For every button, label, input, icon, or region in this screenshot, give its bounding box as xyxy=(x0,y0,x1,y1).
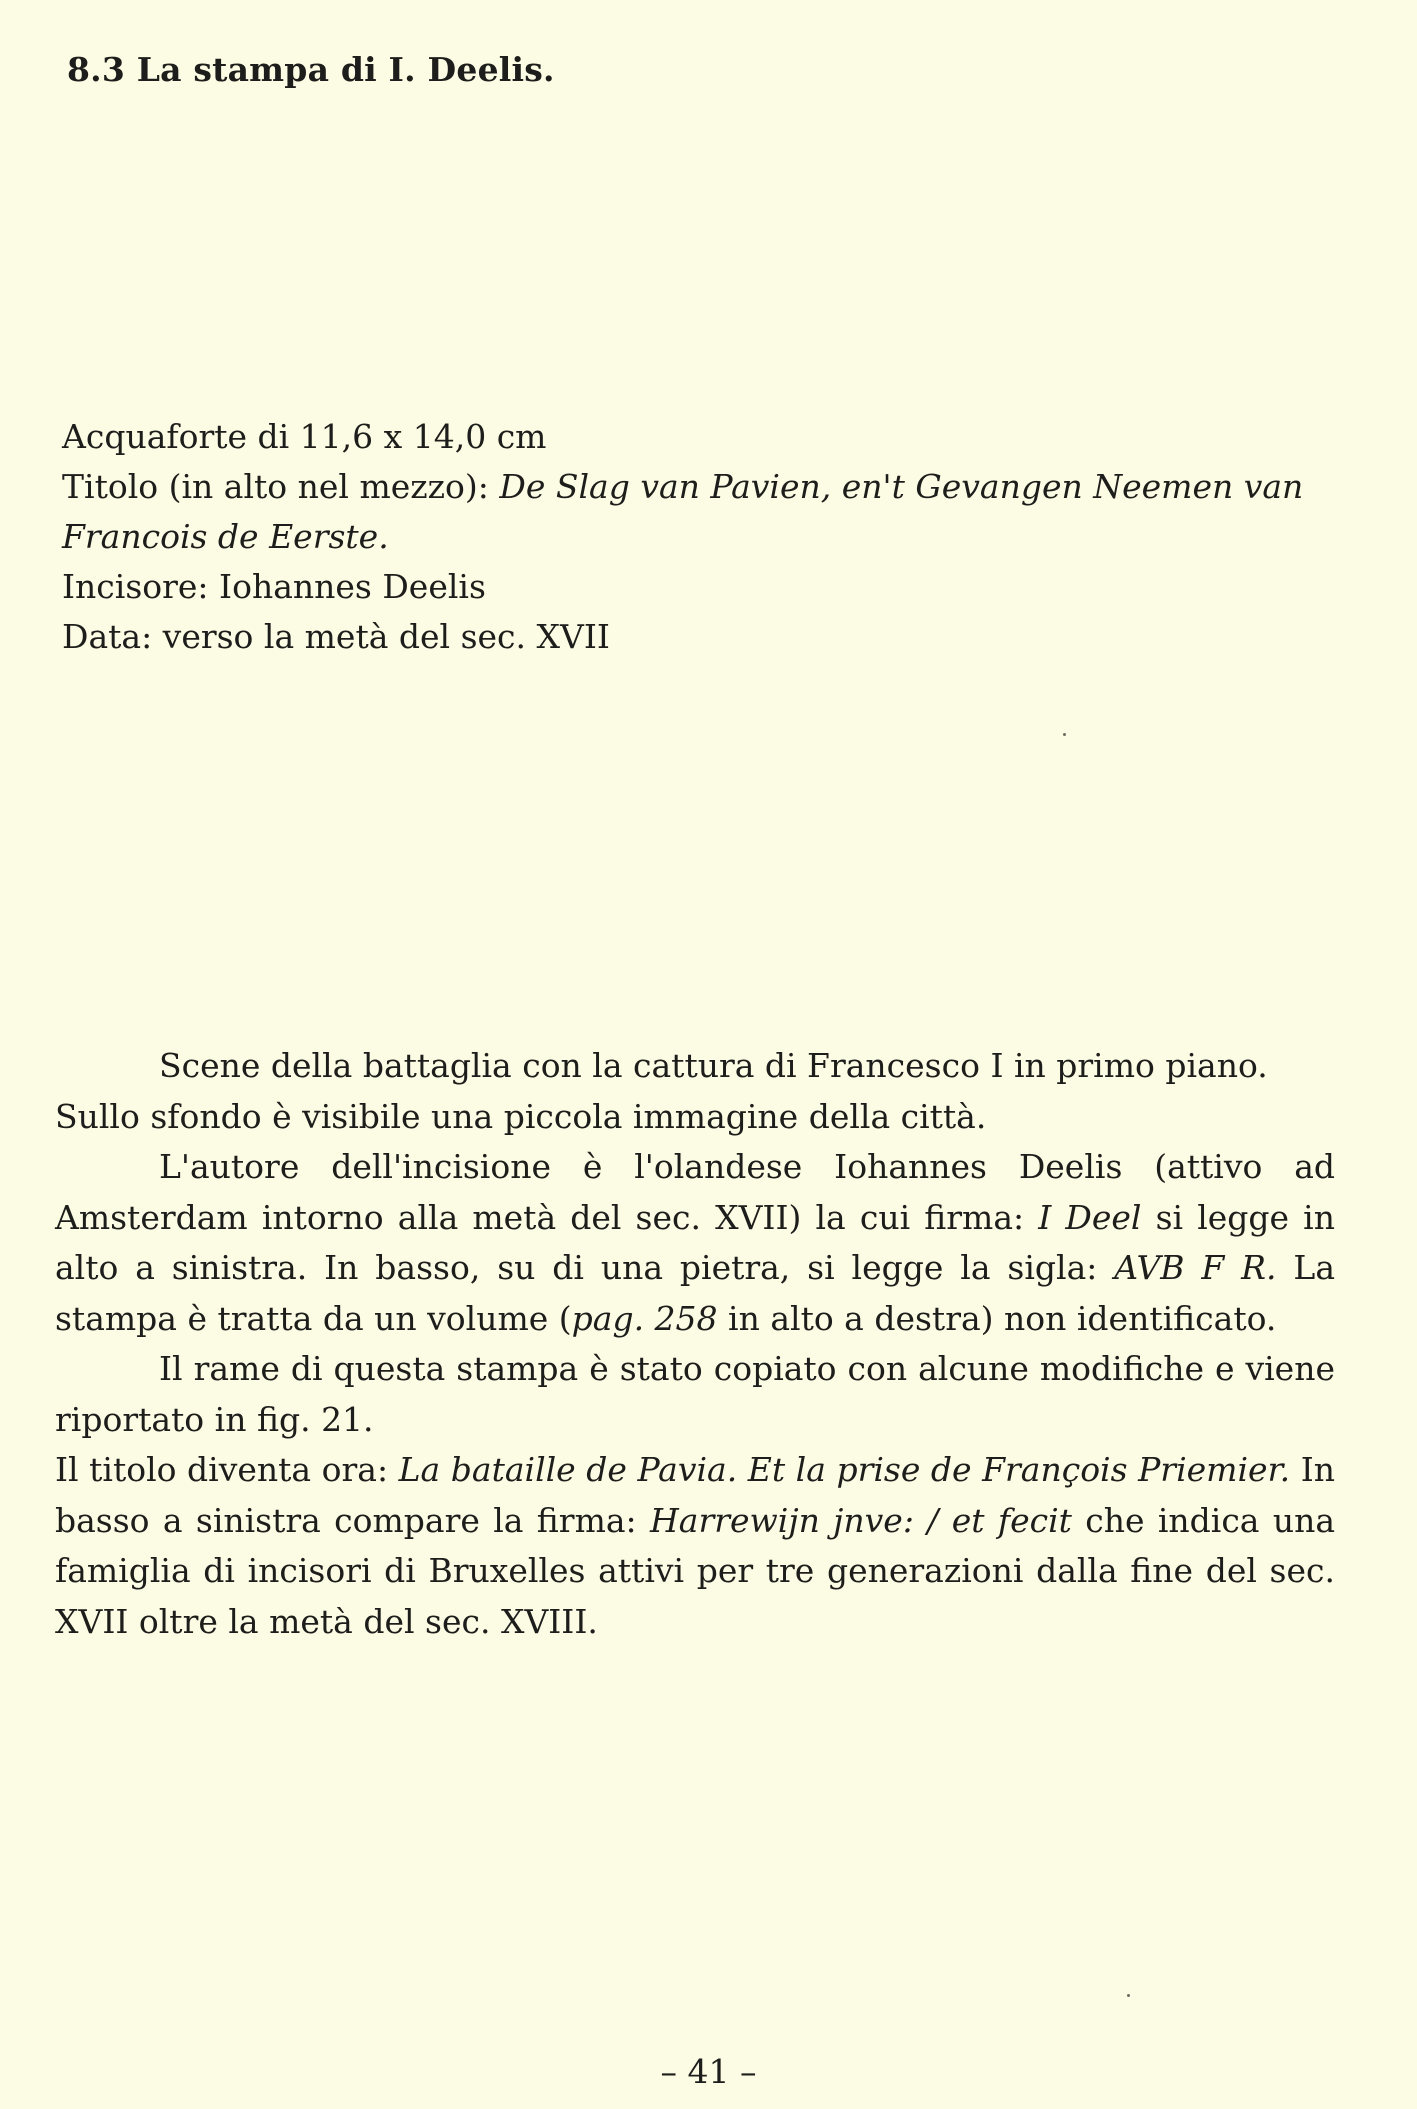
p4-text-b: In basso a sinistra compare la firma: xyxy=(55,1450,1336,1540)
paragraph-4 xyxy=(55,1445,1335,1647)
section-heading: 8.3 La stampa di I. Deelis. xyxy=(67,50,555,89)
speck-mark-bottom xyxy=(1127,1994,1130,1997)
print-metadata xyxy=(62,412,1362,662)
p2-text-d: in alto a destra) non identificato. xyxy=(717,1298,1277,1338)
p4-text-a: Il titolo diventa ora: xyxy=(55,1450,399,1489)
title-line xyxy=(62,462,1362,562)
new-title: La bataille de Pavia. Et la prise de François Priemier. xyxy=(398,1450,1291,1489)
page-number: – 41 – xyxy=(660,2052,757,2091)
page-reference: pag. 258 xyxy=(571,1298,718,1338)
paragraph-3: Il rame di questa stampa è stato copiato con alcune modifiche e viene riportato in fig. 21. xyxy=(55,1349,1335,1439)
engraver-line: Incisore: Iohannes Deelis xyxy=(62,567,486,606)
signature-harrewijn: Harrewijn jnve: / et fecit xyxy=(650,1500,1072,1540)
signature-deel: I Deel xyxy=(1038,1197,1142,1237)
p4-text-c: che indica una famiglia di incisori di Bruxelles attivi per tre generazioni dalla fine del sec. XVII oltre la metà del sec. XVIII. xyxy=(55,1500,1335,1641)
print-title: De Slag van Pavien, en't Gevangen Neemen van Francois de Eerste. xyxy=(62,467,1304,556)
paragraph-1-line-2: Sullo sfondo è visibile una piccola immagine della città. xyxy=(55,1096,987,1136)
speck-mark xyxy=(1063,733,1066,736)
dimensions-line: Acquaforte di 11,6 x 14,0 cm xyxy=(62,417,547,456)
p2-text-b: si legge in alto a sinistra. In basso, su di una pietra, si legge la sigla: xyxy=(55,1197,1335,1287)
p2-text-a: L'autore dell'incisione è l'olandese Iohannes Deelis (attivo ad Amsterdam intorno alla metà del sec. XVII) la cui firma: xyxy=(55,1147,1335,1237)
paragraph-1-line-1: Scene della battaglia con la cattura di Francesco I in primo piano. xyxy=(159,1046,1268,1085)
body-text xyxy=(55,1041,1335,1647)
title-label: Titolo (in alto nel mezzo): xyxy=(62,467,500,506)
date-line: Data: verso la metà del sec. XVII xyxy=(62,617,610,656)
sigla: AVB F R. xyxy=(1114,1248,1277,1287)
paragraph-2 xyxy=(55,1142,1335,1344)
p2-text-c: La stampa è tratta da un volume ( xyxy=(55,1248,1336,1338)
